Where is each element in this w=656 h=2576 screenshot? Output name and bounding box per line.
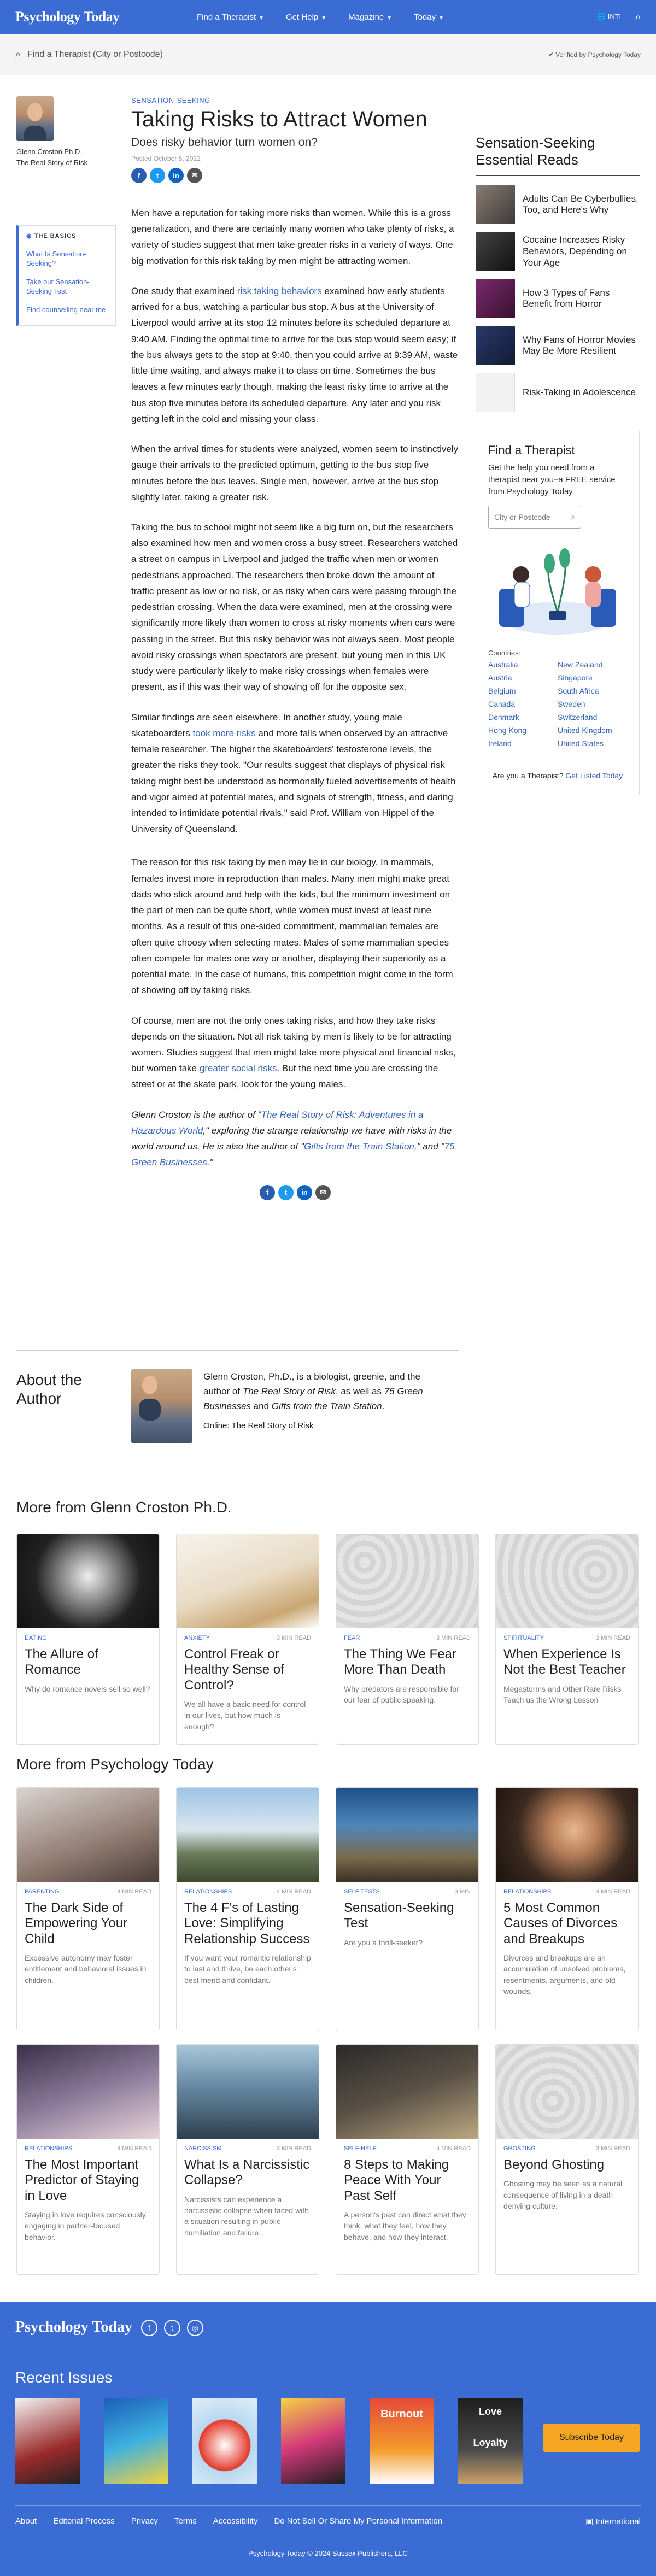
- recent-issues-heading: Recent Issues: [15, 2369, 113, 2386]
- text: .": [207, 1157, 213, 1168]
- article: [131, 96, 459, 1200]
- magazine-cover-title: Love: [478, 2406, 502, 2417]
- card-image: [177, 2045, 319, 2139]
- card-description: A person's past can direct what they think, what they feel, how they behave, and how they interact.: [344, 2210, 466, 2241]
- chevron-down-icon: ▼: [438, 15, 444, 21]
- card-description: Why do romance novels sell so well?: [25, 1684, 150, 1693]
- about-author-heading: About the Author: [16, 1371, 82, 1407]
- twitter-icon[interactable]: t: [150, 168, 165, 183]
- card-title: When Experience Is Not the Best Teacher: [503, 1647, 626, 1677]
- read-time: 3 MIN READ: [596, 2145, 630, 2152]
- region-label: INTL: [607, 13, 623, 21]
- article-subtitle: Does risky behavior turn women on?: [131, 136, 318, 149]
- card-body: [496, 1882, 638, 2004]
- card-meta: [25, 1635, 151, 1641]
- text: Similar findings are seen elsewhere. In another study, young male skateboarders: [131, 712, 402, 738]
- card-title: Beyond Ghosting: [503, 2157, 605, 2172]
- read-time: 4 MIN READ: [596, 1888, 630, 1895]
- nav-label: Magazine: [348, 12, 384, 22]
- card-title: The 4 F's of Lasting Love: Simplifying Relationship Success: [184, 1900, 310, 1946]
- copyright: Psychology Today © 2024 Sussex Publishers, LLC: [248, 2549, 408, 2557]
- basics-heading-label: THE BASICS: [34, 233, 77, 239]
- read-time: 3 MIN: [454, 1888, 471, 1895]
- facebook-icon[interactable]: f: [141, 2320, 157, 2336]
- subscribe-button[interactable]: Subscribe Today: [543, 2424, 640, 2452]
- magazine-cover[interactable]: [104, 2398, 168, 2484]
- country-link[interactable]: Belgium: [488, 686, 516, 695]
- flag-icon: ▣: [585, 2517, 594, 2526]
- chevron-down-icon: ▼: [259, 15, 265, 21]
- thumbnail: [476, 279, 515, 318]
- card-body: [17, 1882, 159, 1993]
- thumbnail: [476, 326, 515, 365]
- main-nav: [197, 0, 444, 34]
- nav-label: Today: [414, 12, 436, 22]
- thumbnail: [476, 373, 515, 412]
- footer-link-privacy[interactable]: Privacy: [131, 2516, 158, 2526]
- verified-label: Verified by Psychology Today: [555, 50, 641, 58]
- article-paragraph: [131, 1013, 459, 1093]
- card-meta: [184, 1635, 311, 1641]
- card-tag[interactable]: GHOSTING: [503, 2145, 536, 2152]
- article-card[interactable]: [176, 2044, 319, 2275]
- card-body: [177, 2139, 319, 2246]
- pt-card-grid-row1: [16, 1787, 639, 2031]
- essential-reads-title: Sensation-Seeking Essential Reads: [476, 134, 640, 176]
- nav-magazine[interactable]: [348, 13, 392, 22]
- text: Glenn Croston, Ph.D., is a biologist, greenie, and the author of: [203, 1371, 420, 1397]
- card-body: [17, 1628, 159, 1702]
- about-author-text: [203, 1369, 444, 1433]
- card-meta: [25, 2145, 151, 2152]
- footer-divider: [15, 2505, 641, 2506]
- intl-label: International: [595, 2517, 641, 2526]
- card-tag[interactable]: NARCISSISM: [184, 2145, 222, 2152]
- essential-read-title: Cocaine Increases Risky Behaviors, Depending on Your Age: [523, 234, 627, 268]
- read-time: 3 MIN READ: [277, 2145, 311, 2152]
- sidebar: [476, 134, 640, 795]
- article-card[interactable]: [16, 1787, 160, 2031]
- essential-read-title: Adults Can Be Cyberbullies, Too, and Here's Why: [523, 193, 639, 215]
- text: and more falls when observed by an attractive female researcher. The higher the skateboarders' testosterone levels, the greater the risks they took. "Our results suggest that displays of physical risk taking might best be understood as hormonally fueled advertisements of health and vigor aimed at potential mates, and signals of strength, fitness, and daring intended to intimidate potential rivals," said Prof. William von Hippel of the University of Queensland.: [131, 727, 456, 835]
- card-meta: [503, 1888, 630, 1895]
- about-bio: [203, 1369, 444, 1414]
- article-topic[interactable]: SENSATION-SEEKING: [131, 96, 210, 104]
- top-navigation: [0, 0, 656, 34]
- post-date: Posted October 5, 2012: [131, 155, 201, 162]
- card-meta: [344, 1888, 471, 1895]
- card-body: [336, 1628, 478, 1713]
- article-paragraph: When the arrival times for students were analyzed, women seem to instinctively gauge their arrivals to the predicted optimum, getting to the bus stop five minutes before the bus leaves. Single men, however, arrive at the bus stop slightly later, taking a greater risk.: [131, 444, 459, 502]
- divider: [16, 1350, 459, 1351]
- text: .: [382, 1401, 385, 1412]
- pt-card-grid-row2: [16, 2044, 639, 2275]
- essential-read-title: Why Fans of Horror Movies May Be More Resilient: [523, 334, 636, 356]
- text: examined how early students arrived for a bus, watching a particular bus stop. A bus at the University of Liverpool would arrive at its stop 12 minutes before its scheduled departure at 9:40 AM. Finding the optimal time to arrive for the bus stop would seem easy; if the bus always gets to the stop at 9:40, then you could arrive at 9:39 AM, waste little time waiting, and always make it to class on time. Sometimes the bus leaves a few minutes early though, making the least risky time to arrive at the bus stop five minutes before its scheduled departure. Any later and you risk getting left in the cold and missing your class.: [131, 285, 458, 424]
- magazine-cover[interactable]: [458, 2398, 523, 2484]
- card-title: What Is a Narcissistic Collapse?: [184, 2157, 310, 2188]
- article-card[interactable]: [336, 2044, 479, 2275]
- author-bio-note: [131, 1107, 459, 1171]
- card-description: We all have a basic need for control in our lives, but how much is enough?: [184, 1699, 306, 1731]
- book-link[interactable]: Gifts from the Train Station: [304, 1141, 414, 1152]
- country-link[interactable]: Singapore: [558, 673, 593, 682]
- globe-icon: 🌐: [596, 13, 606, 21]
- card-description: Staying in love requires consciously engaging in partner-focused behavior.: [25, 2210, 146, 2241]
- card-image: [17, 1788, 159, 1882]
- read-time: 3 MIN READ: [436, 1635, 471, 1641]
- international-selector[interactable]: [585, 2516, 641, 2526]
- card-image: [17, 2045, 159, 2139]
- get-listed-link[interactable]: Get Listed Today: [565, 771, 623, 780]
- article-paragraph: The reason for this risk taking by men may lie in our biology. In mammals, females invest more in reproduction than males. Many men might make great dads who stick around and help with the kids, but the minimum investment on the part of men can be quite short, while women must invest at least nine months. As a result of this one-sided commitment, mammalian females are often quite choosy when selecting mates. Males of some mammalian species often compete for mates one way or another, displaying their superiority as a potential mate. In the case of humans, this competition might come in the form of showing off by taking risks.: [131, 857, 453, 996]
- more-from-author-heading: More from Glenn Croston Ph.D.: [16, 1499, 232, 1516]
- basics-link[interactable]: Take our Sensation-Seeking Test: [26, 273, 108, 301]
- country-list: [488, 660, 627, 748]
- essential-read-item[interactable]: [476, 279, 640, 318]
- card-description: Why predators are responsible for our fear of public speaking.: [344, 1684, 459, 1704]
- chevron-down-icon: ▼: [386, 15, 393, 21]
- country-link[interactable]: New Zealand: [558, 660, 603, 669]
- magazine-cover[interactable]: [192, 2398, 257, 2484]
- text: , as well as: [335, 1386, 384, 1397]
- card-image: [177, 1534, 319, 1628]
- thumbnail: [476, 232, 515, 271]
- article-paragraph: Taking the bus to school might not seem like a big turn on, but the researchers also examined how men and women cross a busy street. Researchers watched a street on campus in Liverpool and judged the traffic when men or women pedestrians approached. The researchers then broke down the amount of traffic present as low or no risk, or as risky when cars were passing through the pedestrian crossing. When the data were examined, men at the crossing were significantly more likely than women to cross at risky moments when cars were passing in the street. But this risky behavior was not always seen. Most people avoid risky crossings when spectators are present, but young men in this UK study were particularly likely to make risky crossings when females were present, as if this was their way of showing off for the opposite sex.: [131, 521, 458, 693]
- card-body: [177, 1882, 319, 1993]
- card-tag[interactable]: PARENTING: [25, 1888, 60, 1895]
- article-card[interactable]: [495, 1787, 639, 2031]
- text: ," exploring the strange relationship we have with risks in the world around us. He is also the author of ": [131, 1125, 452, 1152]
- card-meta: [344, 1635, 471, 1641]
- card-title: The Dark Side of Empowering Your Child: [25, 1900, 128, 1946]
- basics-link[interactable]: Find counselling near me: [26, 301, 108, 319]
- card-image: [177, 1788, 319, 1882]
- book-link[interactable]: The Real Story of Risk: Adventures in a Hazardous World: [131, 1109, 424, 1136]
- text: Of course, men are not the only ones taking risks, and how they take risks depends on the situation. Not all risk taking by men is likely to be for attracting women. Studies suggest that men might take more physical and financial risks, but women take: [131, 1015, 456, 1074]
- countries-label: Countries:: [488, 648, 521, 657]
- basics-heading: [26, 232, 108, 239]
- therapist-search-input[interactable]: Find a Therapist (City or Postcode): [27, 49, 163, 59]
- card-title: Control Freak or Healthy Sense of Control?: [184, 1647, 284, 1693]
- essential-read-item[interactable]: [476, 326, 640, 365]
- footer-links: [15, 2516, 442, 2526]
- card-meta: [184, 2145, 311, 2152]
- country-link[interactable]: Switzerland: [558, 712, 598, 721]
- search-icon: ⌕: [15, 49, 21, 60]
- nav-today[interactable]: [414, 13, 444, 22]
- essential-read-item[interactable]: [476, 373, 640, 412]
- widget-description: Get the help you need from a therapist near you–a FREE service from Psychology Today.: [488, 463, 616, 496]
- footer-logo[interactable]: Psychology Today: [15, 2319, 132, 2336]
- nav-label: Get Help: [286, 12, 319, 22]
- card-title: Sensation-Seeking Test: [344, 1900, 454, 1931]
- card-tag[interactable]: SELF-HELP: [344, 2145, 377, 2152]
- text: and: [250, 1401, 272, 1412]
- article-card[interactable]: [495, 1534, 639, 1745]
- essential-read-title: How 3 Types of Fans Benefit from Horror: [523, 287, 610, 309]
- read-time: 4 MIN READ: [277, 1888, 311, 1895]
- author-avatar[interactable]: [16, 96, 54, 141]
- essential-read-item[interactable]: [476, 185, 640, 224]
- postcode-input[interactable]: [488, 506, 581, 529]
- find-therapist-widget: [476, 431, 640, 795]
- card-meta: [344, 2145, 471, 2152]
- card-tag[interactable]: RELATIONSHIPS: [184, 1888, 232, 1895]
- text: One study that examined: [131, 285, 237, 296]
- card-description: Divorces and breakups are an accumulation of unsolved problems, resentments, arguments, and old wounds.: [503, 1953, 626, 1996]
- about-author-avatar[interactable]: [131, 1369, 192, 1443]
- inline-link[interactable]: risk taking behaviors: [237, 285, 322, 296]
- card-description: Ghosting may be seen as a natural consequence of living in a death-denying culture.: [503, 2179, 623, 2210]
- online-link[interactable]: The Real Story of Risk: [231, 1421, 314, 1430]
- card-body: [496, 2139, 638, 2219]
- share-buttons: [131, 168, 459, 183]
- nav-get-help[interactable]: [286, 13, 326, 22]
- card-title: 5 Most Common Causes of Divorces and Breakups: [503, 1900, 618, 1946]
- the-basics-box: [16, 225, 116, 326]
- placeholder: City or Postcode: [494, 512, 550, 521]
- text: Glenn Croston is the author of ": [131, 1109, 261, 1120]
- card-description: Excessive autonomy may foster entitlement and behavioral issues in children.: [25, 1953, 147, 1985]
- text: Online:: [203, 1421, 232, 1430]
- site-logo[interactable]: Psychology Today: [15, 9, 120, 25]
- card-body: [336, 1882, 478, 1956]
- share-buttons-bottom: [131, 1185, 459, 1200]
- card-body: [336, 2139, 478, 2250]
- card-image: [496, 1534, 638, 1628]
- twitter-icon[interactable]: t: [278, 1185, 294, 1200]
- facebook-icon[interactable]: f: [260, 1185, 275, 1200]
- article-card[interactable]: [176, 1534, 319, 1745]
- card-meta: [503, 1635, 630, 1641]
- card-tag[interactable]: SPIRITUALITY: [503, 1635, 544, 1641]
- card-image: [496, 1788, 638, 1882]
- linkedin-icon[interactable]: in: [297, 1185, 312, 1200]
- instagram-icon[interactable]: ◎: [187, 2320, 203, 2336]
- card-tag[interactable]: DATING: [25, 1635, 47, 1641]
- country-link[interactable]: Denmark: [488, 712, 519, 721]
- card-body: [177, 1628, 319, 1740]
- facebook-icon[interactable]: f: [131, 168, 147, 183]
- article-paragraph: Men have a reputation for taking more risks than women. While this is a gross generalization, and there are certainly many women who take plenty of risks, a variety of studies suggest that men take greater risks in a variety of ways. One big motivation for this risk taking by men might be attracting women.: [131, 208, 454, 266]
- footer: [0, 2302, 656, 2576]
- card-image: [17, 1534, 159, 1628]
- verified-badge: ✔ Verified by Psychology Today: [548, 50, 641, 58]
- card-title: 8 Steps to Making Peace With Your Past Self: [344, 2157, 449, 2203]
- card-tag[interactable]: RELATIONSHIPS: [503, 1888, 552, 1895]
- author-name[interactable]: Glenn Croston Ph.D.: [16, 148, 82, 156]
- essential-read-item[interactable]: [476, 232, 640, 271]
- card-description: Megastorms and Other Rare Risks Teach us the Wrong Lesson: [503, 1684, 622, 1704]
- magazine-cover-title: Loyalty: [473, 2437, 508, 2448]
- magazine-cover[interactable]: [281, 2398, 345, 2484]
- thumbnail: [476, 185, 515, 224]
- card-image: [336, 1534, 478, 1628]
- card-tag[interactable]: ANXIETY: [184, 1635, 210, 1641]
- twitter-icon[interactable]: t: [164, 2320, 180, 2336]
- therapy-illustration: [488, 536, 627, 640]
- country-link[interactable]: Australia: [488, 660, 518, 669]
- region-selector[interactable]: [597, 13, 623, 21]
- widget-title: Find a Therapist: [488, 443, 575, 457]
- article-card[interactable]: [495, 2044, 639, 2275]
- footer-link-editorial[interactable]: Editorial Process: [53, 2516, 115, 2526]
- article-card[interactable]: [16, 1534, 160, 1745]
- inline-link[interactable]: greater social risks: [199, 1063, 277, 1074]
- book-title: 75 Green Businesses: [203, 1386, 423, 1412]
- magazine-cover-title: Burnout: [380, 2408, 423, 2420]
- read-time: 3 MIN READ: [596, 1635, 630, 1641]
- therapist-search-bar: [0, 34, 656, 75]
- card-body: [496, 1628, 638, 1713]
- country-link[interactable]: Austria: [488, 673, 512, 682]
- email-icon[interactable]: ✉: [187, 168, 202, 183]
- card-description: If you want your romantic relationship to last and thrive, be each other's best friend and confidant.: [184, 1953, 311, 1985]
- author-blog-name[interactable]: The Real Story of Risk: [16, 159, 88, 167]
- card-title: The Most Important Predictor of Staying in Love: [25, 2157, 139, 2203]
- text: ," and ": [414, 1141, 444, 1152]
- email-icon[interactable]: ✉: [315, 1185, 331, 1200]
- article-paragraph: [131, 283, 459, 427]
- country-link[interactable]: United States: [558, 738, 604, 748]
- book-title: The Real Story of Risk: [242, 1386, 336, 1397]
- card-tag[interactable]: SELF TESTS: [344, 1888, 380, 1895]
- nav-find-therapist[interactable]: [197, 13, 264, 22]
- read-time: 3 MIN READ: [277, 1635, 311, 1641]
- search-icon[interactable]: ⌕: [635, 11, 641, 22]
- magazine-cover[interactable]: [370, 2398, 434, 2484]
- card-body: [17, 2139, 159, 2250]
- article-title: Taking Risks to Attract Women: [131, 107, 427, 131]
- article-card[interactable]: [336, 1787, 479, 2031]
- footer-link-do-not-sell[interactable]: Do Not Sell Or Share My Personal Information: [274, 2516, 443, 2526]
- nav-label: Find a Therapist: [197, 12, 256, 22]
- card-description: Are you a thrill-seeker?: [344, 1938, 423, 1947]
- info-icon: ◉: [26, 233, 32, 239]
- card-description: Narcissists can experience a narcissistic collapse when faced with a situation resulting in public humiliation and failure.: [184, 2194, 309, 2237]
- book-link[interactable]: 75 Green Businesses: [131, 1141, 455, 1168]
- card-image: [336, 1788, 478, 1882]
- therapist-cta: [488, 760, 627, 782]
- country-link[interactable]: Ireland: [488, 738, 512, 748]
- magazine-cover[interactable]: [15, 2398, 80, 2484]
- search-icon: ⌕: [571, 512, 575, 521]
- basics-link[interactable]: What Is Sensation-Seeking?: [26, 245, 108, 273]
- card-image: [496, 2045, 638, 2139]
- card-meta: [184, 1888, 311, 1895]
- read-time: 4 MIN READ: [117, 2145, 151, 2152]
- country-link[interactable]: South Africa: [558, 686, 599, 695]
- article-paragraph: [131, 709, 459, 837]
- footer-link-terms[interactable]: Terms: [174, 2516, 197, 2526]
- country-link[interactable]: Sweden: [558, 699, 585, 708]
- country-link[interactable]: United Kingdom: [558, 725, 612, 735]
- card-title: The Thing We Fear More Than Death: [344, 1647, 456, 1677]
- article-card[interactable]: [336, 1534, 479, 1745]
- more-from-pt-heading: More from Psychology Today: [16, 1756, 214, 1773]
- chevron-down-icon: ▼: [321, 15, 327, 21]
- article-card[interactable]: [176, 1787, 319, 2031]
- footer-link-about[interactable]: About: [15, 2516, 37, 2526]
- linkedin-icon[interactable]: in: [168, 168, 184, 183]
- card-image: [336, 2045, 478, 2139]
- country-link[interactable]: Canada: [488, 699, 516, 708]
- essential-read-title: Risk-Taking in Adolescence: [523, 387, 636, 397]
- about-online: [203, 1419, 444, 1433]
- card-meta: [25, 1888, 151, 1895]
- footer-link-accessibility[interactable]: Accessibility: [213, 2516, 258, 2526]
- card-meta: [503, 2145, 630, 2152]
- card-tag[interactable]: FEAR: [344, 1635, 360, 1641]
- inline-link[interactable]: took more risks: [192, 727, 256, 738]
- article-card[interactable]: [16, 2044, 160, 2275]
- read-time: 4 MIN READ: [436, 2145, 471, 2152]
- author-byline: [16, 96, 104, 168]
- book-title: Gifts from the Train Station: [271, 1401, 382, 1412]
- text: . But the next time you are crossing the street or at the skate park, look for the young males.: [131, 1063, 438, 1090]
- card-title: The Allure of Romance: [25, 1647, 98, 1677]
- card-tag[interactable]: RELATIONSHIPS: [25, 2145, 73, 2152]
- author-card-grid: [16, 1534, 639, 1745]
- read-time: 4 MIN READ: [117, 1888, 151, 1895]
- header-right: [597, 0, 641, 34]
- cta-label: Are you a Therapist?: [492, 771, 564, 780]
- country-link[interactable]: Hong Kong: [488, 725, 527, 735]
